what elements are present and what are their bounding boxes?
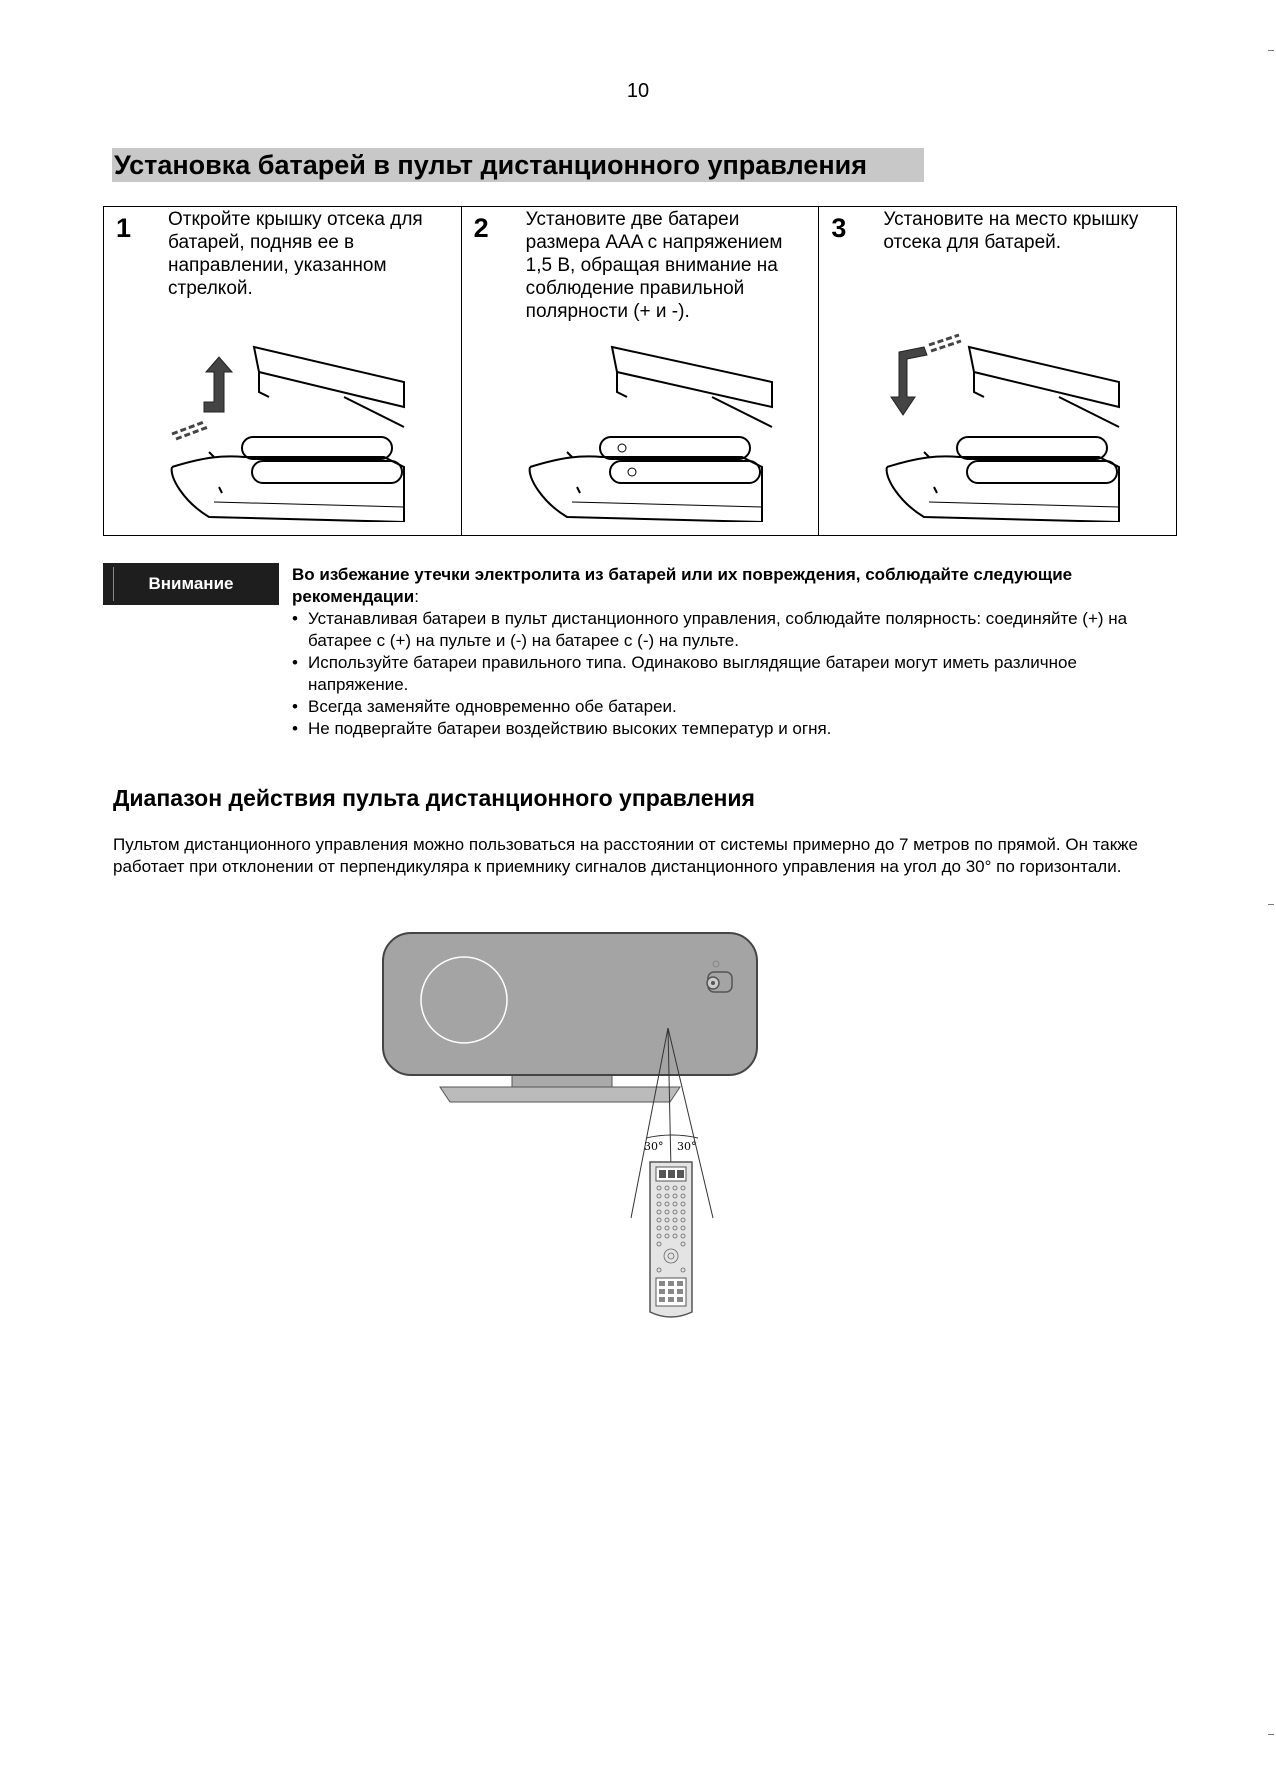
list-item: • Всегда заменяйте одновременно обе батареи. <box>292 696 1182 718</box>
battery-steps-table <box>103 206 1177 536</box>
remote-range-diagram <box>370 920 770 1330</box>
list-item: • Используйте батареи правильного типа. Одинаково выглядящие батареи могут иметь различное напряжение. <box>292 652 1182 696</box>
range-description: Пультом дистанционного управления можно пользоваться на расстоянии от системы примерно до 7 метров по прямой. Он также работает при отклонении от перпендикуляра к приемнику сигналов дистанционного управления на угол до 30° по горизонтали. <box>113 835 1138 876</box>
tv-body <box>383 933 757 1075</box>
step-number: 1 <box>116 213 132 243</box>
section-title-range: Диапазон действия пульта дистанционного управления <box>113 785 755 811</box>
angle-label-left: 30° <box>644 1140 664 1153</box>
warning-list <box>292 608 1182 740</box>
list-item: • Устанавливая батареи в пульт дистанционного управления, соблюдайте полярность: соединяйте (+) на батарее с (+) на пульте и (-) на батарее с (-) на пульте. <box>292 608 1182 652</box>
open-cover-illustration <box>164 317 434 522</box>
step-text: Установите на место крышку отсека для батарей. <box>883 209 1139 253</box>
margin-mark <box>1268 50 1274 51</box>
step-text: Установите две батареи размера AAA с напряжением 1,5 В, обращая внимание на соблюдение правильной полярности (+ и -). <box>525 209 783 322</box>
warning-badge: Внимание <box>103 563 279 605</box>
step-2 <box>462 207 820 535</box>
remote-control <box>650 1162 692 1317</box>
step-text: Откройте крышку отсека для батарей, подняв ее в направлении, указанном стрелкой. <box>168 209 423 299</box>
warning-body <box>292 564 1182 740</box>
close-cover-illustration <box>879 317 1149 522</box>
section-title-battery: Установка батарей в пульт дистанционного управления <box>112 148 924 182</box>
insert-batteries-illustration <box>522 317 792 522</box>
step-number: 2 <box>473 213 489 243</box>
step-1 <box>104 207 462 535</box>
margin-mark <box>1268 904 1274 905</box>
page-number: 10 <box>626 80 650 102</box>
list-item: • Не подвергайте батареи воздействию высоких температур и огня. <box>292 718 1182 740</box>
angle-label-right: 30° <box>677 1140 697 1153</box>
margin-mark <box>1268 1734 1274 1735</box>
step-3 <box>819 207 1176 535</box>
step-number: 3 <box>831 213 847 243</box>
warning-lead: Во избежание утечки электролита из батарей или их повреждения, соблюдайте следующие рекомендации: <box>292 565 1073 606</box>
